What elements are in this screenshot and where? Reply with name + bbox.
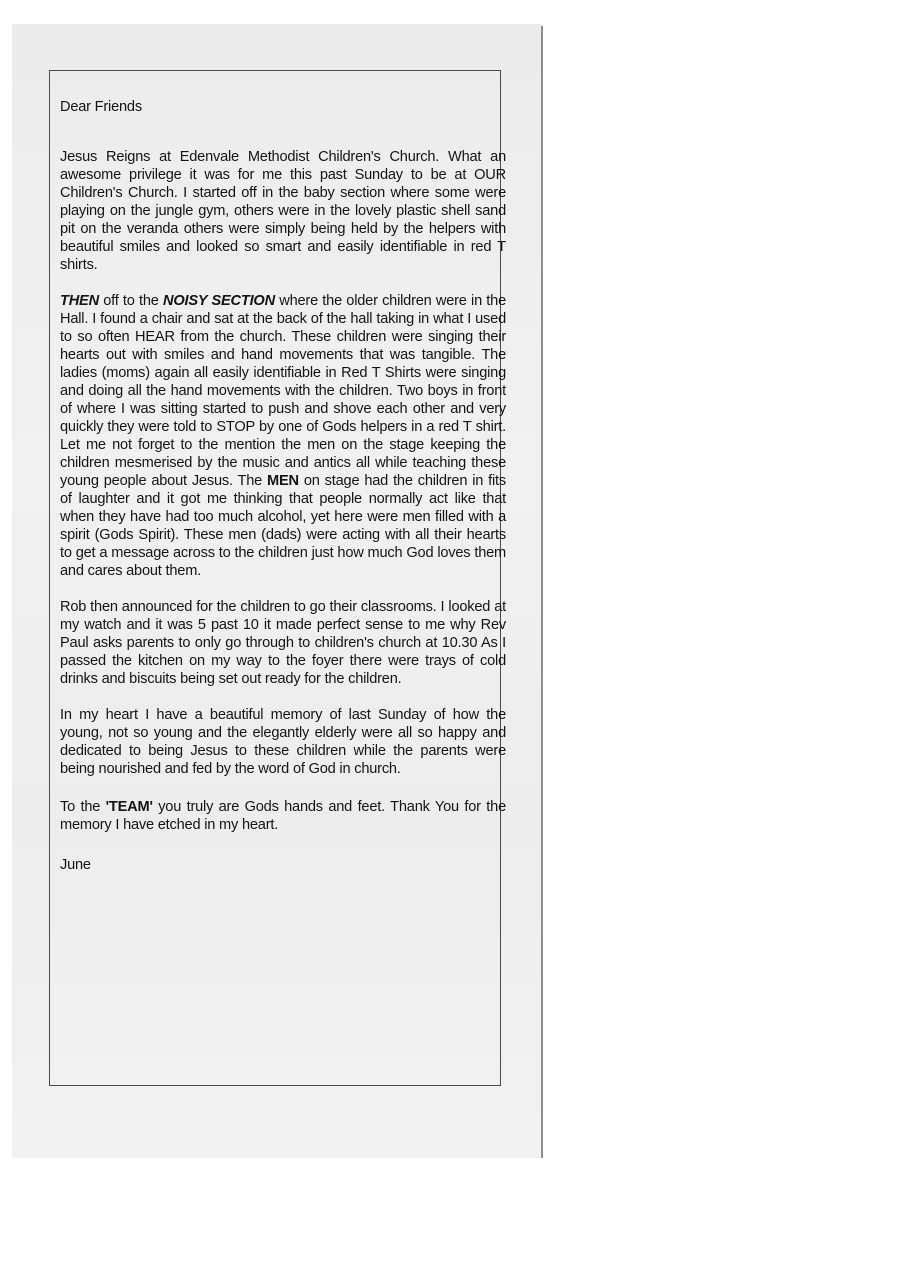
- paragraph-3: Rob then announced for the children to go their classrooms. I looked at my watch and it was 5 past 10 it made perfect sense to me why Rev Paul asks parents to only go through to children's church at 10.30 As I passed the kitchen on my way to the foyer there were trays of cold drinks and biscuits being set out ready for the children.: [60, 599, 506, 687]
- paragraph-4: In my heart I have a beautiful memory of last Sunday of how the young, not so young and the elegantly elderly were all so happy and dedicated to being Jesus to these children while the parents were being nourished and fed by the word of God in church.: [60, 707, 506, 777]
- paragraph-1: Jesus Reigns at Edenvale Methodist Children's Church. What an awesome privilege it was for me this past Sunday to be at OUR Children's Church. I started off in the baby section where some were playing on the jungle gym, others were in the lovely plastic shell sand pit on the veranda others were simply being held by the helpers with beautiful smiles and looked so smart and easily identifiable in red T shirts.: [60, 149, 506, 273]
- men-emphasis: MEN: [267, 473, 299, 489]
- paragraph-2-text-2: where the older children were in the Hall. I found a chair and sat at the back of the hall taking in what I used to so often HEAR from the church. These children were singing their hearts out with smiles and hand movements that was tangible. The ladies (moms) again all easily identifiable in Red T Shirts were singing and doing all the hand movements with the children. Two boys in front of where I was sitting started to push and shove each other and very quickly they were told to STOP by one of Gods helpers in a red T shirt. Let me not forget to the mention the men on the stage keeping the children mesmerised by the music and antics all while teaching these young people about Jesus. The: [60, 293, 506, 489]
- team-emphasis: 'TEAM': [105, 799, 153, 815]
- paragraph-5: [60, 798, 506, 834]
- paragraph-5-text-1: To the: [60, 799, 106, 815]
- noisy-section-emphasis: NOISY SECTION: [163, 293, 275, 309]
- greeting: Dear Friends: [60, 99, 142, 115]
- paragraph-2-text-1: off to the: [98, 293, 163, 309]
- paragraph-2-text-3: on stage had the children in fits of laughter and it got me thinking that people normally act like that when they have had too much alcohol, yet here were men filled with a spirit (Gods Spirit). These men (dads) were acting with all their hearts to get a message across to the children just how much God loves them and cares about them.: [60, 473, 506, 579]
- signature: June: [60, 857, 91, 873]
- then-emphasis: THEN: [60, 293, 99, 309]
- paragraph-5-text-2: you truly are Gods hands and feet. Thank You for the memory I have etched in my heart.: [60, 799, 506, 833]
- letter-body: [60, 98, 506, 874]
- paragraph-2: [60, 292, 506, 580]
- page-edge-shadow: [541, 26, 543, 1158]
